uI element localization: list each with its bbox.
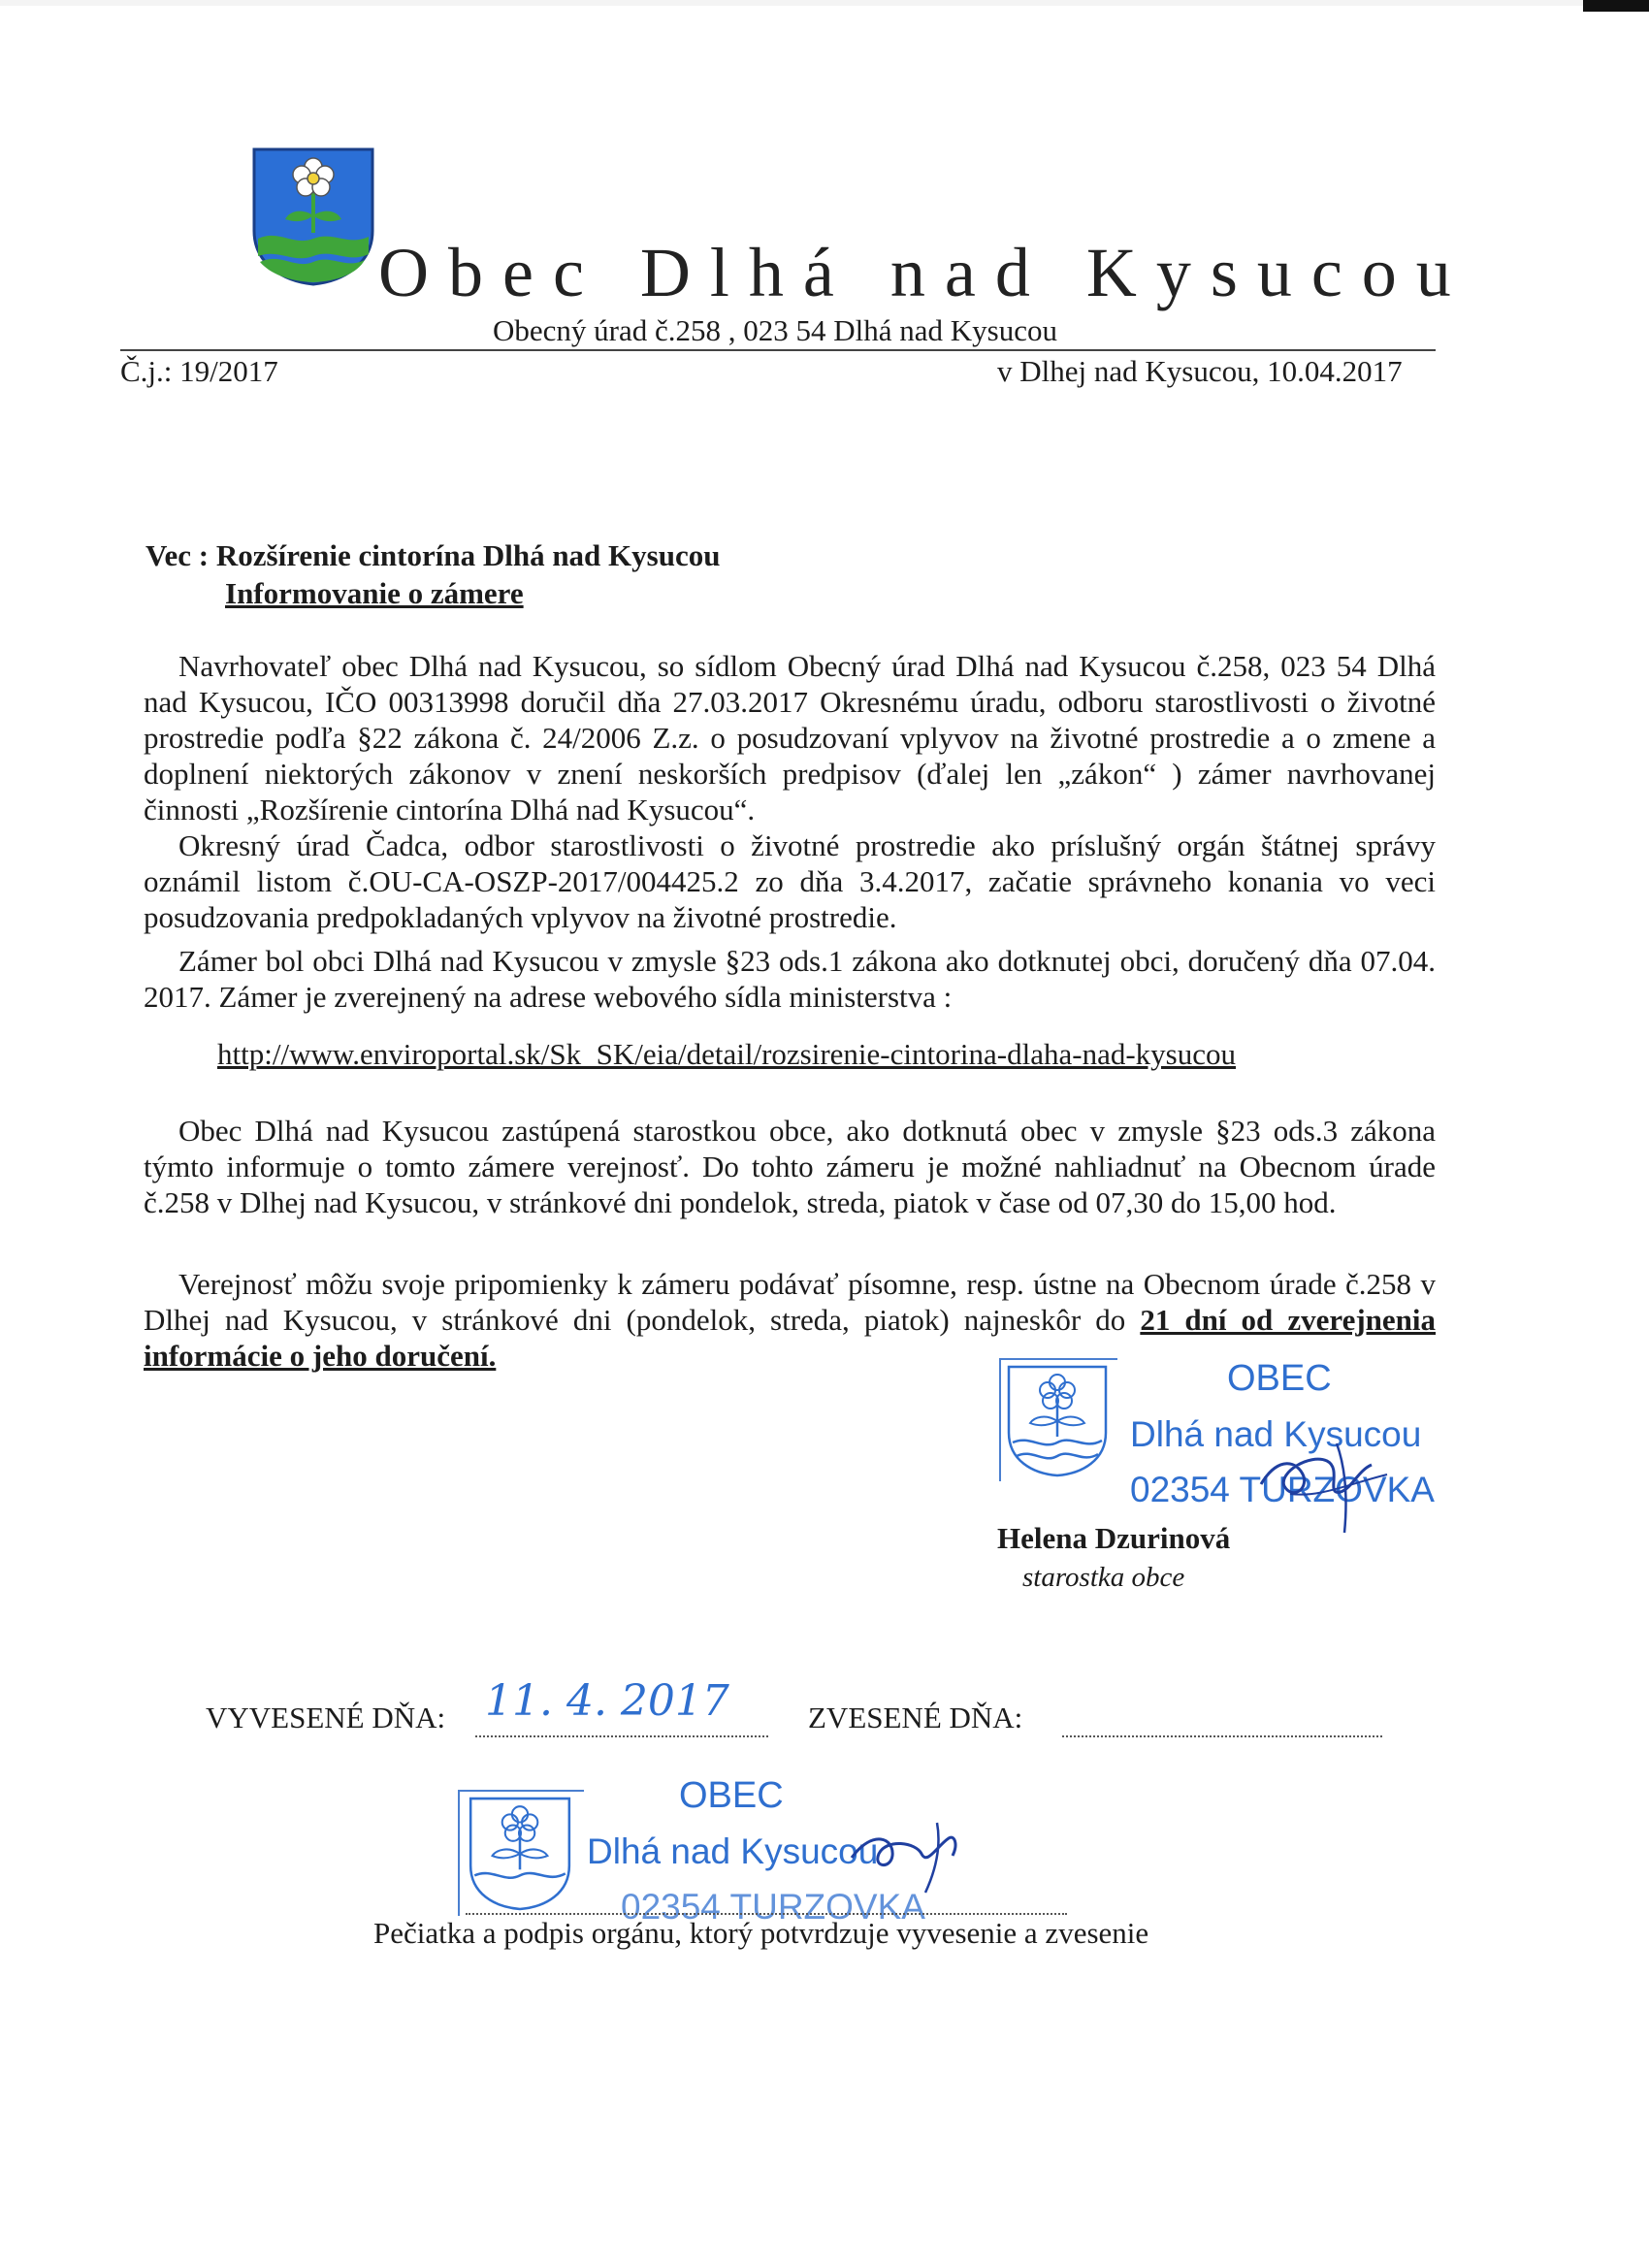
ministry-url-link[interactable]: http://www.enviroportal.sk/Sk_SK/eia/detail/rozsirenie-cintorina-dlaha-nad-kysucou [217, 1037, 1236, 1071]
handwritten-signature-icon [1251, 1416, 1397, 1538]
posted-label: VYVESENÉ DŇA: [206, 1701, 446, 1734]
posting-stamp-line-2: Dlhá nad Kysucou [587, 1831, 879, 1871]
deadline-text: 21 dní od zverejnenia informácie o jeho doručení. [144, 1303, 1437, 1373]
posting-stamp-line-3: 02354 TURZOVKA [621, 1887, 925, 1927]
posting-stamp-line-1: OBEC [679, 1775, 784, 1816]
posted-date-line [475, 1733, 768, 1737]
stamp-line-1: OBEC [1227, 1358, 1332, 1399]
subject-subtitle: Informovanie o zámere [225, 576, 524, 610]
scan-top-edge [0, 0, 1649, 6]
stamp-line-3: 02354 TURZOVKA [1130, 1470, 1435, 1509]
paragraph-public-info: Obec Dlhá nad Kysucou zastúpená starostkou obce, ako dotknutá obec v zmysle §23 ods.3 zákona týmto informuje o tomto zámere verejnosť. Do tohto zámeru je možné nahliadnuť na Obecnom úrade č.258 v Dlhej nad Kysucou, v stránkové dni pondelok, streda, piatok v čase od 07,30 do 15,00 hod. [144, 1114, 1436, 1219]
seal-caption: Pečiatka a podpis orgánu, ktorý potvrdzuje vyvesenie a zvesenie [373, 1916, 1149, 1950]
signer-name: Helena Dzurinová [997, 1521, 1231, 1555]
place-and-date: v Dlhej nad Kysucou, 10.04.2017 [997, 354, 1403, 388]
stamp-crest-icon [1005, 1363, 1110, 1477]
removed-label: ZVESENÉ DŇA: [808, 1701, 1023, 1734]
header-divider [120, 349, 1436, 351]
office-address: Obecný úrad č.258 , 023 54 Dlhá nad Kysucou [493, 313, 1057, 347]
stamp-line-2: Dlhá nad Kysucou [1130, 1414, 1422, 1454]
posting-stamp-crest-icon [464, 1795, 576, 1911]
scan-corner-mark [1583, 0, 1649, 12]
removed-date-line [1062, 1733, 1382, 1737]
paragraph-proposer: Navrhovateľ obec Dlhá nad Kysucou, so sídlom Obecný úrad Dlhá nad Kysucou č.258, 023 54 Dlhá nad Kysucou, IČO 00313998 doručil dňa 27.03.2017 Okresnému úradu, odboru starostlivosti o životné prostredie podľa §22 zákona č. 24/2006 Z.z. o posudzovaní vplyvov na životné prostredie a o zmene a doplnení niektorých zákonov v znení neskorších predpisov (ďalej len „zákon“ ) zámer navrhovanej činnosti „Rozšírenie cintorína Dlhá nad Kysucou“. [144, 649, 1436, 826]
seal-signature-line [466, 1911, 1067, 1915]
municipality-title: Obec Dlhá nad Kysucou [378, 234, 1471, 311]
posted-date-handwritten: 11. 4. 2017 [485, 1676, 729, 1726]
subject-line: Vec : Rozšírenie cintorína Dlhá nad Kysucou [146, 538, 721, 572]
signer-role: starostka obce [1022, 1562, 1185, 1593]
paragraph-district-office: Okresný úrad Čadca, odbor starostlivosti o životné prostredie ako príslušný orgán štátnej správy oznámil listom č.OU-CA-OSZP-2017/004425.2 zo dňa 3.4.2017, začatie správneho konania vo veci posudzovania predpokladaných vplyvov na životné prostredie. [144, 828, 1436, 934]
posting-signature-icon [844, 1799, 980, 1896]
coat-of-arms-icon [250, 146, 376, 286]
comments-text: Verejnosť môžu svoje pripomienky k zámeru podávať písomne, resp. ústne na Obecnom úrade č.258 v Dlhej nad Kysucou, v stránkové dni (pondelok, streda, piatok) najneskôr do [144, 1267, 1436, 1337]
paragraph-delivery: Zámer bol obci Dlhá nad Kysucou v zmysle §23 ods.1 zákona ako dotknutej obci, doručený dňa 07.04. 2017. Zámer je zverejnený na adrese webového sídla ministerstva : [144, 944, 1436, 1014]
reference-number: Č.j.: 19/2017 [120, 354, 278, 388]
